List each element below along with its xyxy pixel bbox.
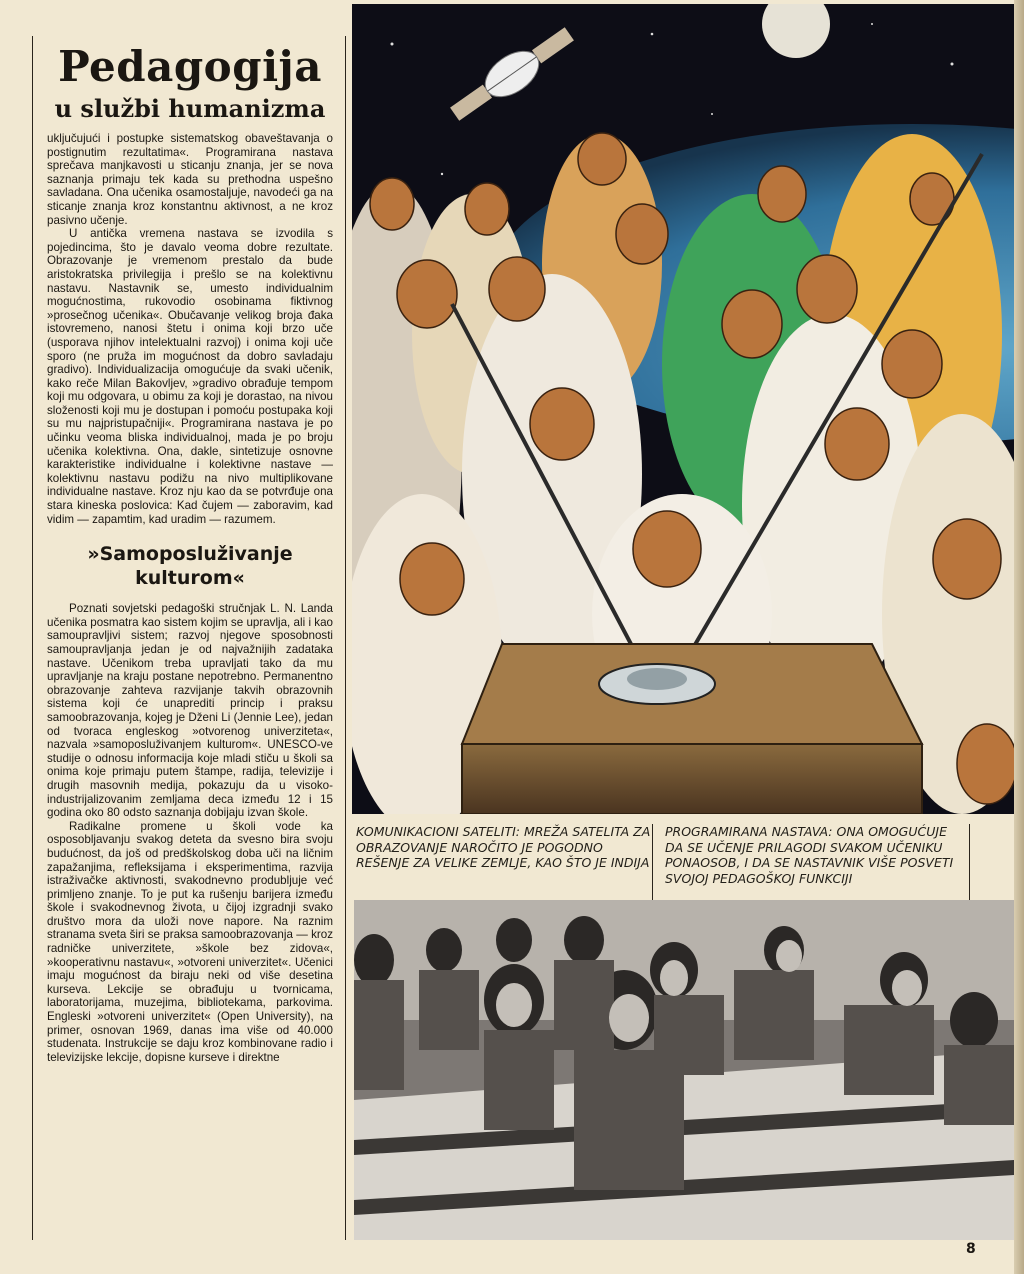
section-paragraph: Radikalne promene u školi vode ka osposobljavanju svakog deteta da svesno bira svoju budućnost, da još od predškolskog doba uči na ličnim zapažanjima, refleksijama i eksperimentima, razvija istraživačke aktivnosti, svakodnevno produbljuje već primljeno znanje. To je put ka rušenju barijera između škole i svakodnevnog života, u čijoj izgradnji svako društvo mora da uloži nove napore. Na raznim stranama sveta širi se praksa samoobrazovanja — kroz radničke univerzitete, »škole bez zidova«, »kooperativnu nastavu«, »otvoreni univerzitet«. Učenici imaju mogućnost da biraju neki od više desetina kurseva. Lekcije se obrađuju u tvornicama, laboratorijama, muzejima, bibliotekama, parkovima. Engleski »otvoreni univerzitet« (Open University), na primer, osnovan 1969, danas ima više od 40.000 studenata. Instrukcije se daju kroz kombinovane radio i televizijske lekcije, dopisne kurseve i direktne [47, 819, 333, 1064]
satellite-classroom-illustration [352, 4, 1014, 814]
article-column [32, 36, 346, 1240]
classroom-photo [354, 900, 1014, 1240]
illustration-caption: KOMUNIKACIONI SATELITI: MREŽA SATELITA ZA OBRAZOVANJE NAROČITO JE POGODNO REŠENJE ZA VELIKE ZEMLJE, KAO ŠTO JE INDIJA [356, 824, 651, 870]
article-title: Pedagogija [58, 42, 322, 91]
article-paragraph: U antička vremena nastava se izvodila s pojedincima, što je davalo veoma dobre rezultate. Obrazovanje je vremenom prestalo da bude aristokratska privilegija i prešlo se na kolektivnu nastavu. Nastavnik se, umesto individualnim mogućnostima, rukovodio osobinama fiktivnog »prosečnog učenika«. Obučavanje velikog broja đaka istovremeno, nanosi štetu i onima koji brzo uče (usporava njihov intelektualni razvoj) i onima koji uče sporo (ne pruža im mogućnost da dobro savladaju gradivo). Individualizacija omogućuje da svaki učenik, kako reče Milan Bakovljev, »gradivo obrađuje tempom koji mu odgovara, u obimu za koji je dorastao, na nivou složenosti koji mu je dostupan i pomoću postupaka koji su mu najpristupačniji«. Programirana nastava je po učinku veoma bliska individualnoj, mada je po broju učenika kolektivna. Ona, dakle, sintetizuje osnovne karakteristike individualne i kolektivne nastave — kolektivnu nastavu podižu na nivo multiplikovane individualne nastave. Kroz nju kao da se potvrđuje ona stara kineska poslovica: Kad čujem — zaboravim, kad vidim — zapamtim, kad uradim — razumem. [47, 227, 333, 526]
photo-caption: PROGRAMIRANA NASTAVA: ONA OMOGUĆUJE DA SE UČENJE PRILAGODI SVAKOM UČENIKU PONAOSOB, I DA SE NASTAVNIK VIŠE POSVETI SVOJOJ PEDAGOŠKOJ FUNKCIJI [652, 824, 970, 920]
page-edge [1014, 0, 1024, 1274]
section-paragraph: Poznati sovjetski pedagoški stručnjak L. N. Landa učenika posmatra kao sistem kojim se upravlja, ali i kao samoupravljivi sistem; razvoj njegove sposobnosti samoupravljanja jedan je od najvažnijih zadataka nastave. Učenikom treba upravljati tako da mu upravljanje na kraju postane nepotrebno. Permanentno obrazovanje zahteva razvijanje takvih obrazovnih sistema koji će unaprediti princip i praksu samoobrazovanja, kojeg je Dženi Li (Jennie Lee), jedan od tvoraca engleskog »otvorenog univerziteta«, nazvala »samoposluživanjem kulturom«. UNESCO-ve studije o odnosu informacija koje mladi stiču u školi sa onima koje primaju putem štampe, radija, televizije i drugih masovnih medija, pokazuju da u visoko-industrijalizovanim zemljama deca između 12 i 15 godina oko 80 odsto saznanja dobijaju izvan škole. [47, 602, 333, 820]
section-title: »Samoposluživanje kulturom« [87, 543, 293, 590]
article-paragraph: uključujući i postupke sistematskog obaveštavanja o postignutim rezultatima«. Programirana nastava sprečava manjkavosti u sticanju znanja, jer se nova saznanja primaju tek kada su prethodna uspešno savladana. Ona učenika osamostaljuje, navodeći ga na sticanje znanja kroz konstantnu aktivnost, a ne kroz pasivno učenje. [47, 132, 333, 227]
page-number: 8 [966, 1241, 976, 1257]
article-subtitle: u službi humanizma [54, 94, 326, 123]
